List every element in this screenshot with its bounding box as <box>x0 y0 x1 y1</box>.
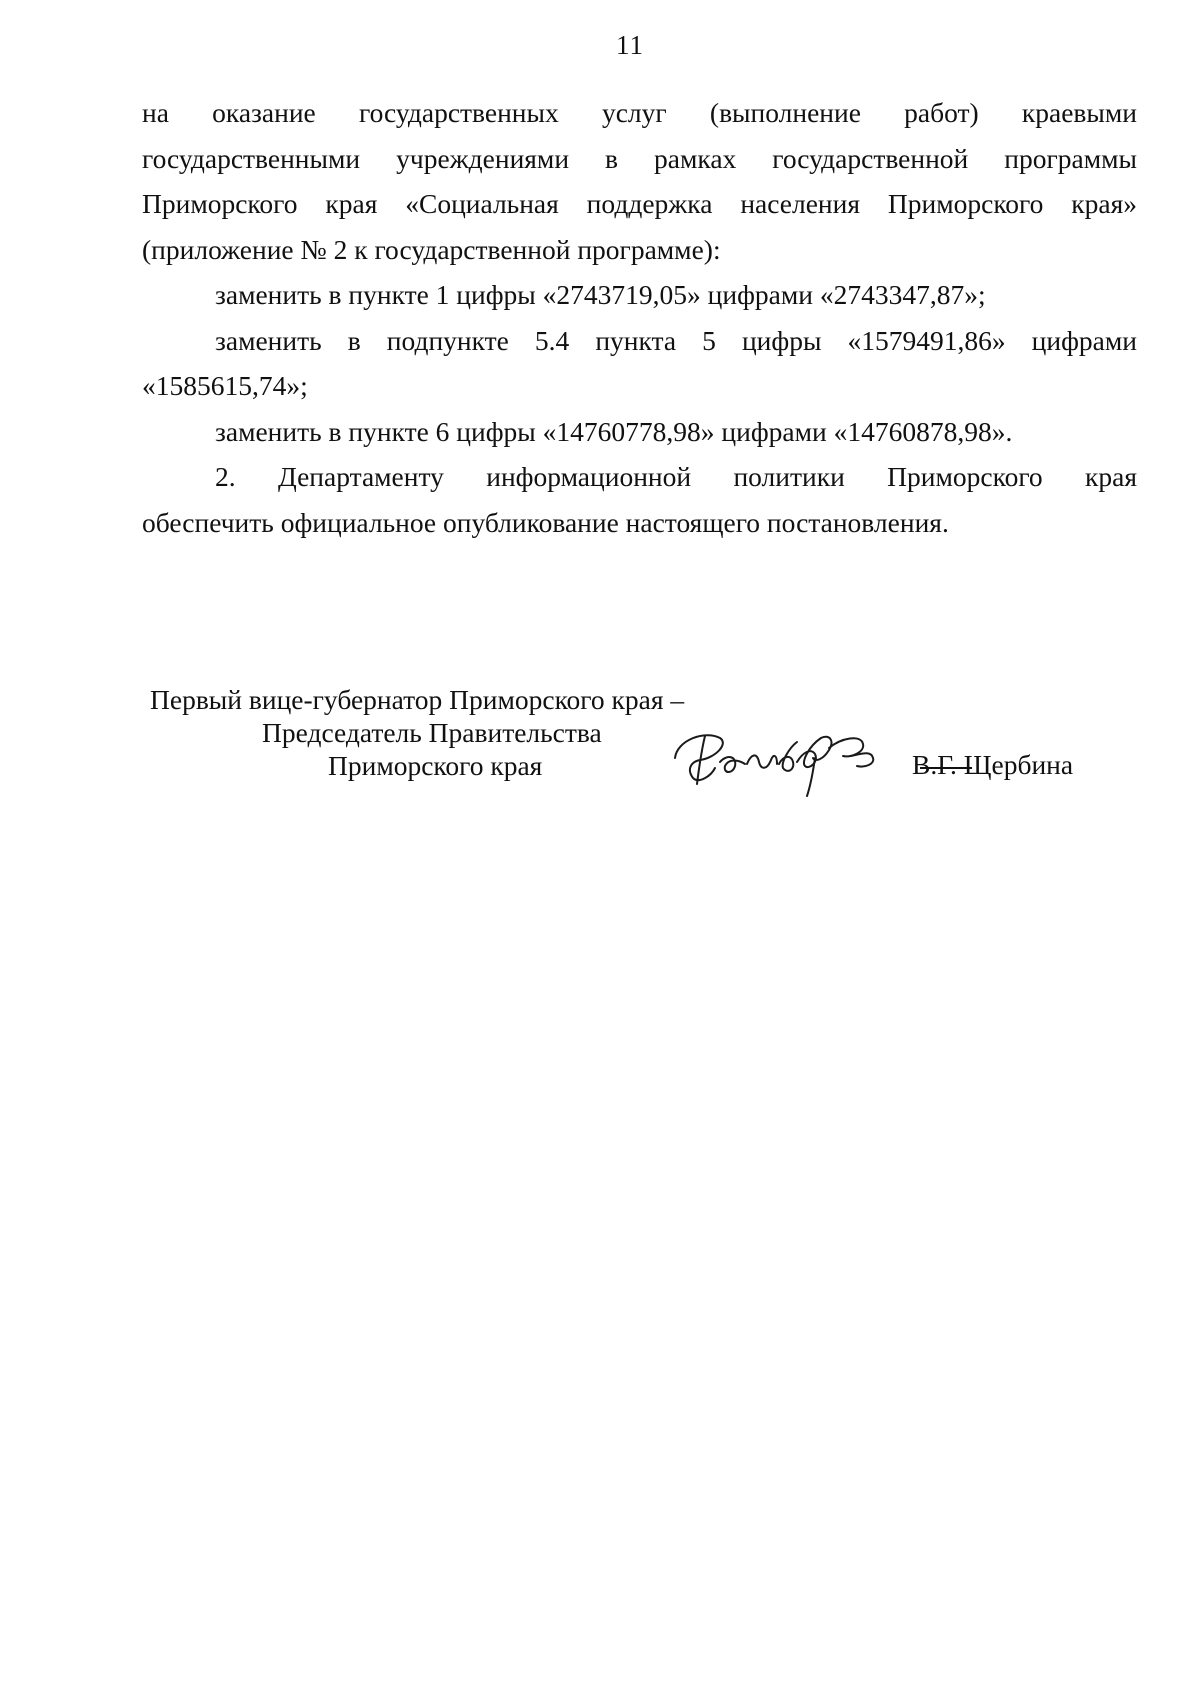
paragraph-2: заменить в пункте 1 цифры «2743719,05» цифрами «2743347,87»; <box>215 279 986 310</box>
signatory-title-line-2: Председатель Правительства <box>262 717 602 748</box>
paragraph-1-line-2: государственными учреждениями в рамках государственной программы <box>142 142 1137 174</box>
signatory-title <box>150 683 684 782</box>
document-body <box>142 90 1137 545</box>
page-number: 11 <box>616 30 644 60</box>
signer-name: В.Г. Щербина <box>912 749 1074 780</box>
paragraph-3-line-1: заменить в подпункте 5.4 пункта 5 цифры «1579491,86» цифрами <box>215 324 1137 356</box>
paragraph-5-line-1: 2. Департаменту информационной политики Приморского края <box>215 461 1137 492</box>
paragraph-4: заменить в пункте 6 цифры «14760778,98» цифрами «14760878,98». <box>215 415 1013 447</box>
paragraph-1-line-4: (приложение № 2 к государственной программе): <box>142 233 721 265</box>
signatory-title-line-3: Приморского края <box>328 750 543 781</box>
paragraph-1-line-1: на оказание государственных услуг (выполнение работ) краевыми <box>142 97 1137 128</box>
paragraph-1-line-3: Приморского края «Социальная поддержка населения Приморского края» <box>142 188 1137 219</box>
signatory-title-line-1: Первый вице-губернатор Приморского края – <box>150 684 685 715</box>
paragraph-3-line-2: «1585615,74»; <box>142 370 308 401</box>
handwritten-signature <box>665 718 925 800</box>
paragraph-5-line-2: обеспечить официальное опубликование настоящего постановления. <box>142 506 949 538</box>
